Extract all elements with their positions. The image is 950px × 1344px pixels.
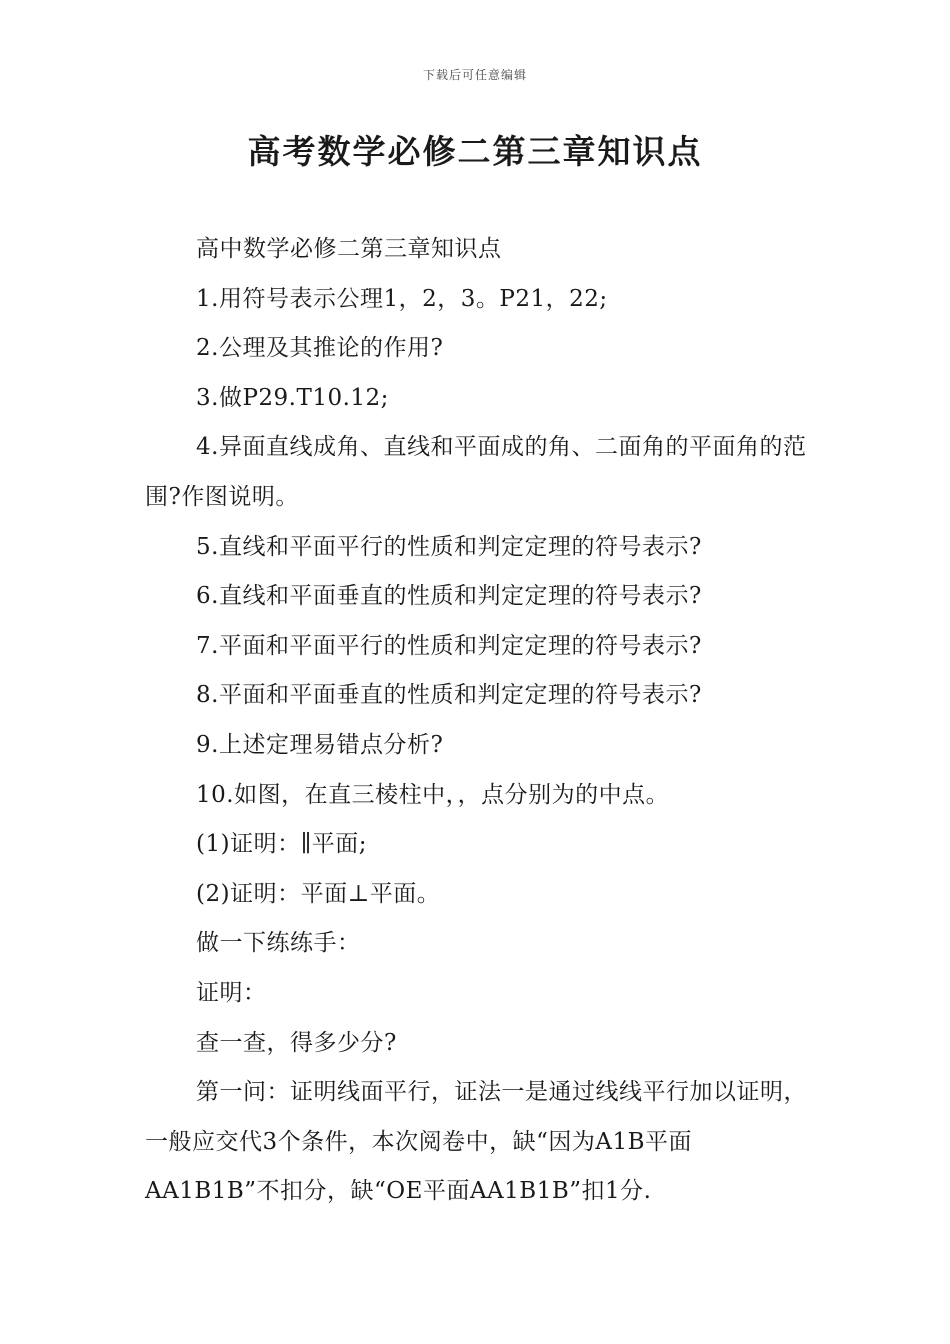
paragraph-proof-2: (2)证明：平面⊥平面。 bbox=[196, 880, 441, 907]
paragraph-item-2: 2.公理及其推论的作用? bbox=[196, 335, 444, 362]
paragraph-proof-label: 证明： bbox=[196, 979, 267, 1006]
document-body bbox=[145, 225, 810, 1217]
paragraph-item-5: 5.直线和平面平行的性质和判定定理的符号表示? bbox=[196, 533, 702, 560]
paragraph-intro: 高中数学必修二第三章知识点 bbox=[196, 236, 502, 262]
paragraph-item-10: 10.如图，在直三棱柱中，，点分别为的中点。 bbox=[196, 781, 670, 808]
paragraph-grading-note: 第一问：证明线面平行，证法一是通过线线平行加以证明，一般应交代3个条件，本次阅卷中，缺“因为A1B平面AA1B1B”不扣分，缺“OE平面AA1B1B”扣1分. bbox=[145, 1079, 807, 1205]
paragraph-item-9: 9.上述定理易错点分析? bbox=[196, 731, 444, 758]
document-title: 高考数学必修二第三章知识点 bbox=[247, 132, 703, 171]
paragraph-item-3: 3.做P29.T10.12; bbox=[196, 384, 389, 411]
header-note: 下载后可任意编辑 bbox=[422, 68, 527, 82]
paragraph-item-4: 4.异面直线成角、直线和平面成的角、二面角的平面角的范围?作图说明。 bbox=[145, 434, 807, 510]
paragraph-check-score: 查一查，得多少分? bbox=[196, 1029, 397, 1056]
paragraph-item-6: 6.直线和平面垂直的性质和判定定理的符号表示? bbox=[196, 583, 702, 610]
paragraph-item-8: 8.平面和平面垂直的性质和判定定理的符号表示? bbox=[196, 682, 702, 709]
paragraph-item-1: 1.用符号表示公理1，2，3。P21，22; bbox=[196, 285, 608, 312]
paragraph-item-7: 7.平面和平面平行的性质和判定定理的符号表示? bbox=[196, 632, 702, 659]
paragraph-proof-1: (1)证明：∥平面; bbox=[196, 831, 367, 858]
paragraph-practice: 做一下练练手： bbox=[196, 930, 361, 957]
